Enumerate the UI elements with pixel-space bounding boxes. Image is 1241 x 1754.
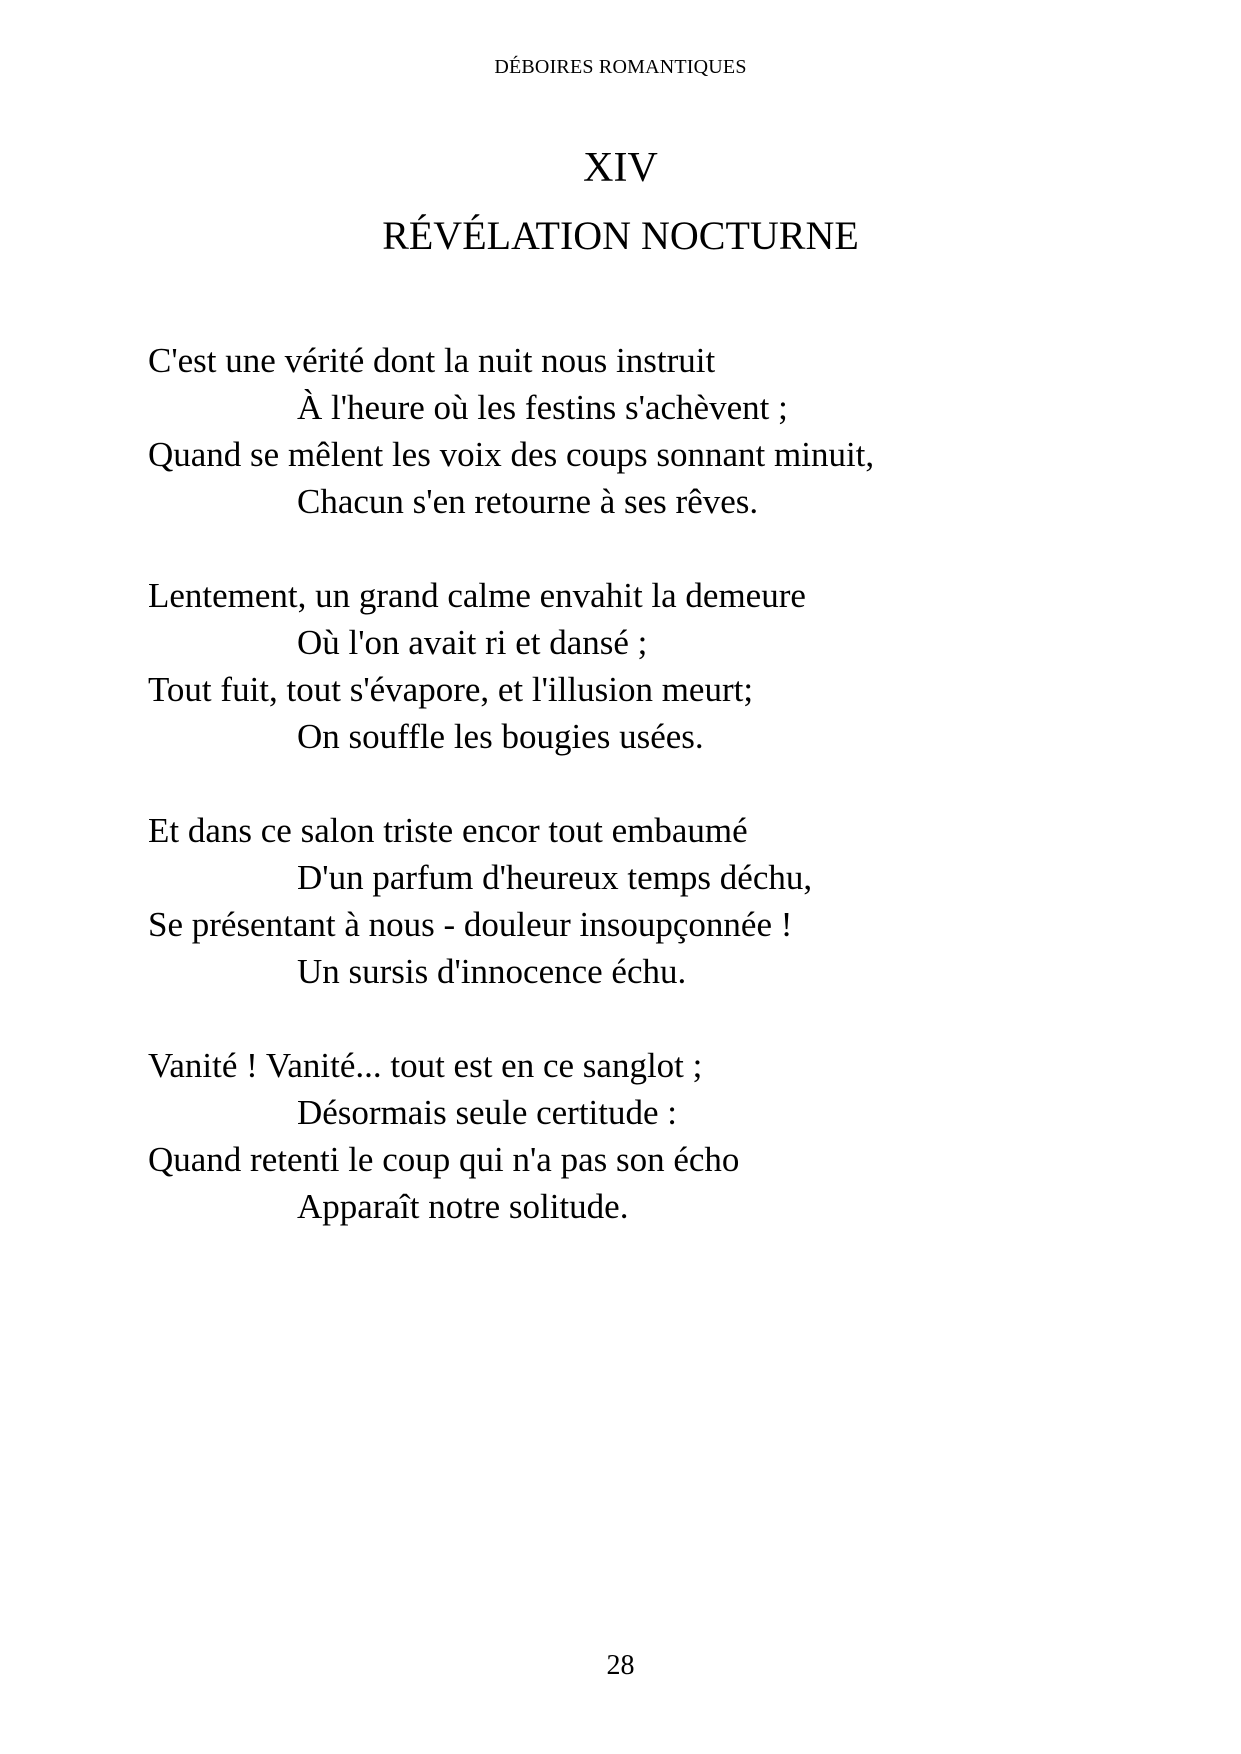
verse-line: Tout fuit, tout s'évapore, et l'illusion meurt;	[148, 670, 754, 709]
verse-line-indented: Apparaît notre solitude.	[297, 1187, 629, 1226]
running-header: DÉBOIRES ROMANTIQUES	[494, 56, 747, 78]
verse-line-indented: Un sursis d'innocence échu.	[297, 952, 687, 991]
verse-line-indented: D'un parfum d'heureux temps déchu,	[297, 858, 813, 897]
verse-line-indented: On souffle les bougies usées.	[297, 717, 704, 756]
stanza-1	[148, 337, 1148, 525]
verse-line: Quand retenti le coup qui n'a pas son écho	[148, 1140, 740, 1179]
verse-line-indented: Chacun s'en retourne à ses rêves.	[297, 482, 759, 521]
verse-line-indented: Désormais seule certitude :	[297, 1093, 678, 1132]
verse-line-indented: Où l'on avait ri et dansé ;	[297, 623, 648, 662]
verse-line: Quand se mêlent les voix des coups sonnant minuit,	[148, 435, 875, 474]
page-number: 28	[606, 1650, 635, 1681]
chapter-number: XIV	[583, 145, 658, 191]
stanza-3	[148, 807, 1148, 995]
stanza-2	[148, 572, 1148, 760]
stanza-4	[148, 1042, 1148, 1230]
verse-line: C'est une vérité dont la nuit nous instruit	[148, 341, 716, 380]
poem-body	[148, 337, 1148, 1277]
verse-line: Et dans ce salon triste encor tout embaumé	[148, 811, 748, 850]
chapter-title: RÉVÉLATION NOCTURNE	[382, 213, 859, 258]
verse-line: Se présentant à nous - douleur insoupçonnée !	[148, 905, 793, 944]
verse-line-indented: À l'heure où les festins s'achèvent ;	[297, 388, 788, 427]
verse-line: Lentement, un grand calme envahit la demeure	[148, 576, 806, 615]
verse-line: Vanité ! Vanité... tout est en ce sanglot ;	[148, 1046, 703, 1085]
